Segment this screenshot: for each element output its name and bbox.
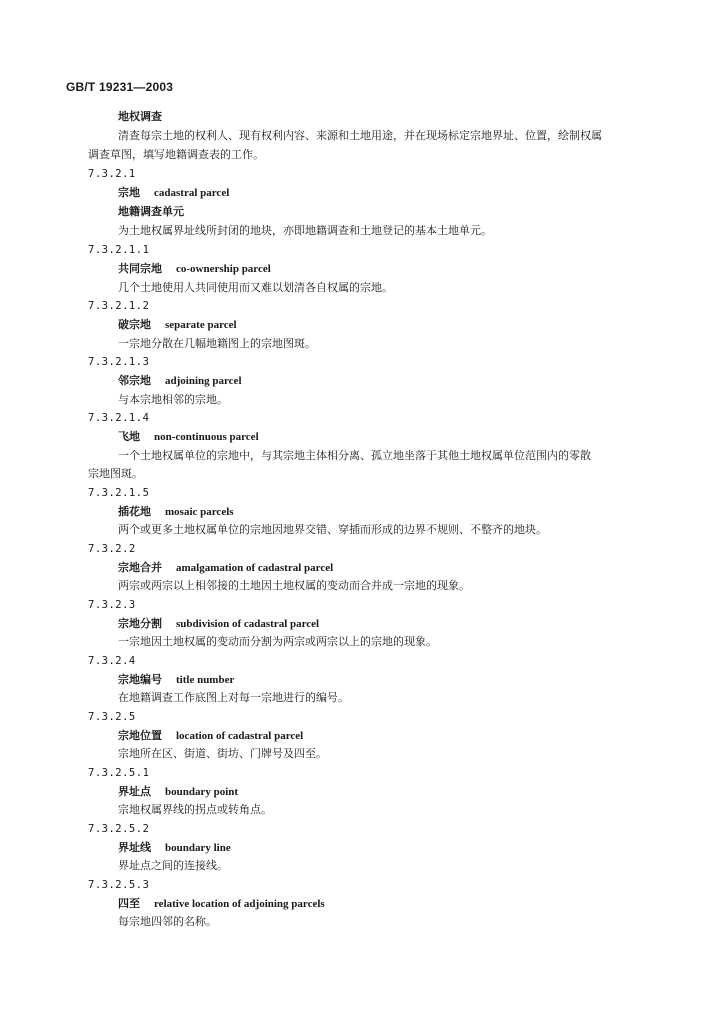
definition-line: 调查草图，填写地籍调查表的工作。 [88, 148, 264, 161]
clause-number: 7.3.2.1.3 [88, 356, 150, 368]
section-title: 地权调查 [118, 110, 162, 123]
term-en: co-ownership parcel [176, 263, 271, 275]
term-zh: 破宗地 [118, 318, 151, 331]
term-heading [118, 897, 325, 911]
term-en: adjoining parcel [165, 375, 242, 387]
clause-number: 7.3.2.5.2 [88, 823, 150, 835]
clause-number: 7.3.2.5.1 [88, 767, 150, 779]
term-zh: 界址线 [118, 841, 151, 854]
definition-line: 宗地权属界线的拐点或转角点。 [118, 803, 272, 816]
clause-number: 7.3.2.1 [88, 168, 136, 180]
clause-number: 7.3.2.1.4 [88, 412, 150, 424]
term-zh: 四至 [118, 897, 140, 910]
term-heading [118, 262, 271, 276]
term-zh: 邻宗地 [118, 374, 151, 387]
clause-number: 7.3.2.1.2 [88, 300, 150, 312]
term-zh: 宗地分割 [118, 617, 162, 630]
definition-line: 与本宗地相邻的宗地。 [118, 393, 228, 406]
term-en: title number [176, 674, 235, 686]
term-en: mosaic parcels [165, 506, 234, 518]
term-en: subdivision of cadastral parcel [176, 618, 320, 630]
term-heading [118, 430, 259, 444]
term-zh: 宗地合并 [118, 561, 162, 574]
term-en: separate parcel [165, 319, 237, 331]
clause-number: 7.3.2.3 [88, 599, 136, 611]
definition-line: 两宗或两宗以上相邻接的土地因土地权属的变动而合并成一宗地的现象。 [118, 579, 470, 592]
term-zh: 插花地 [118, 505, 151, 518]
definition-line: 在地籍调查工作底图上对每一宗地进行的编号。 [118, 691, 349, 704]
definition-line: 两个或更多土地权属单位的宗地因地界交错、穿插而形成的边界不规则、不整齐的地块。 [118, 523, 547, 536]
term-heading [118, 673, 234, 687]
definition-line: 一宗地分散在几幅地籍图上的宗地图斑。 [118, 337, 316, 350]
term-en: amalgamation of cadastral parcel [176, 562, 334, 574]
term-zh: 飞地 [118, 430, 140, 443]
term-en: location of cadastral parcel [176, 730, 304, 742]
term-heading [118, 374, 242, 388]
definition-line: 一宗地因土地权属的变动而分割为两宗或两宗以上的宗地的现象。 [118, 635, 437, 648]
definition-line: 每宗地四邻的名称。 [118, 915, 217, 928]
definition-line: 几个土地使用人共同使用而又难以划清各自权属的宗地。 [118, 281, 393, 294]
term-heading [118, 561, 333, 575]
term-en: cadastral parcel [154, 187, 230, 199]
term-zh: 宗地 [118, 186, 140, 199]
clause-number: 7.3.2.1.5 [88, 487, 150, 499]
term-en: boundary line [165, 842, 231, 854]
term-zh: 界址点 [118, 785, 151, 798]
term-heading [118, 505, 234, 519]
term-zh: 宗地编号 [118, 673, 162, 686]
definition-line: 为土地权属界址线所封闭的地块，亦即地籍调查和土地登记的基本土地单元。 [118, 224, 492, 237]
definition-line: 一个土地权属单位的宗地中，与其宗地主体相分离、孤立地坐落于其他土地权属单位范围内的零散 [118, 449, 591, 462]
term-en: relative location of adjoining parcels [154, 898, 325, 910]
term-en: non-continuous parcel [154, 431, 259, 443]
term-heading [118, 617, 319, 631]
term-en: boundary point [165, 786, 239, 798]
definition-line: 清查每宗土地的权利人、现有权利内容、来源和土地用途，并在现场标定宗地界址、位置，绘制权属 [118, 129, 602, 142]
definition-line: 界址点之间的连接线。 [118, 859, 228, 872]
definition-line: 宗地图斑。 [88, 467, 143, 480]
term-zh: 宗地位置 [118, 729, 162, 742]
standard-code: GB/T 19231—2003 [66, 80, 174, 94]
clause-number: 7.3.2.5 [88, 711, 136, 723]
term-heading [118, 841, 231, 855]
term-heading [118, 318, 237, 332]
term-zh: 共同宗地 [118, 262, 162, 275]
term-heading [118, 186, 229, 200]
clause-number: 7.3.2.2 [88, 543, 136, 555]
clause-number: 7.3.2.1.1 [88, 244, 150, 256]
definition-line: 宗地所在区、街道、街坊、门牌号及四至。 [118, 747, 327, 760]
term-heading [118, 729, 303, 743]
term-synonym: 地籍调查单元 [118, 205, 184, 218]
clause-number: 7.3.2.4 [88, 655, 136, 667]
clause-number: 7.3.2.5.3 [88, 879, 150, 891]
term-heading [118, 785, 238, 799]
